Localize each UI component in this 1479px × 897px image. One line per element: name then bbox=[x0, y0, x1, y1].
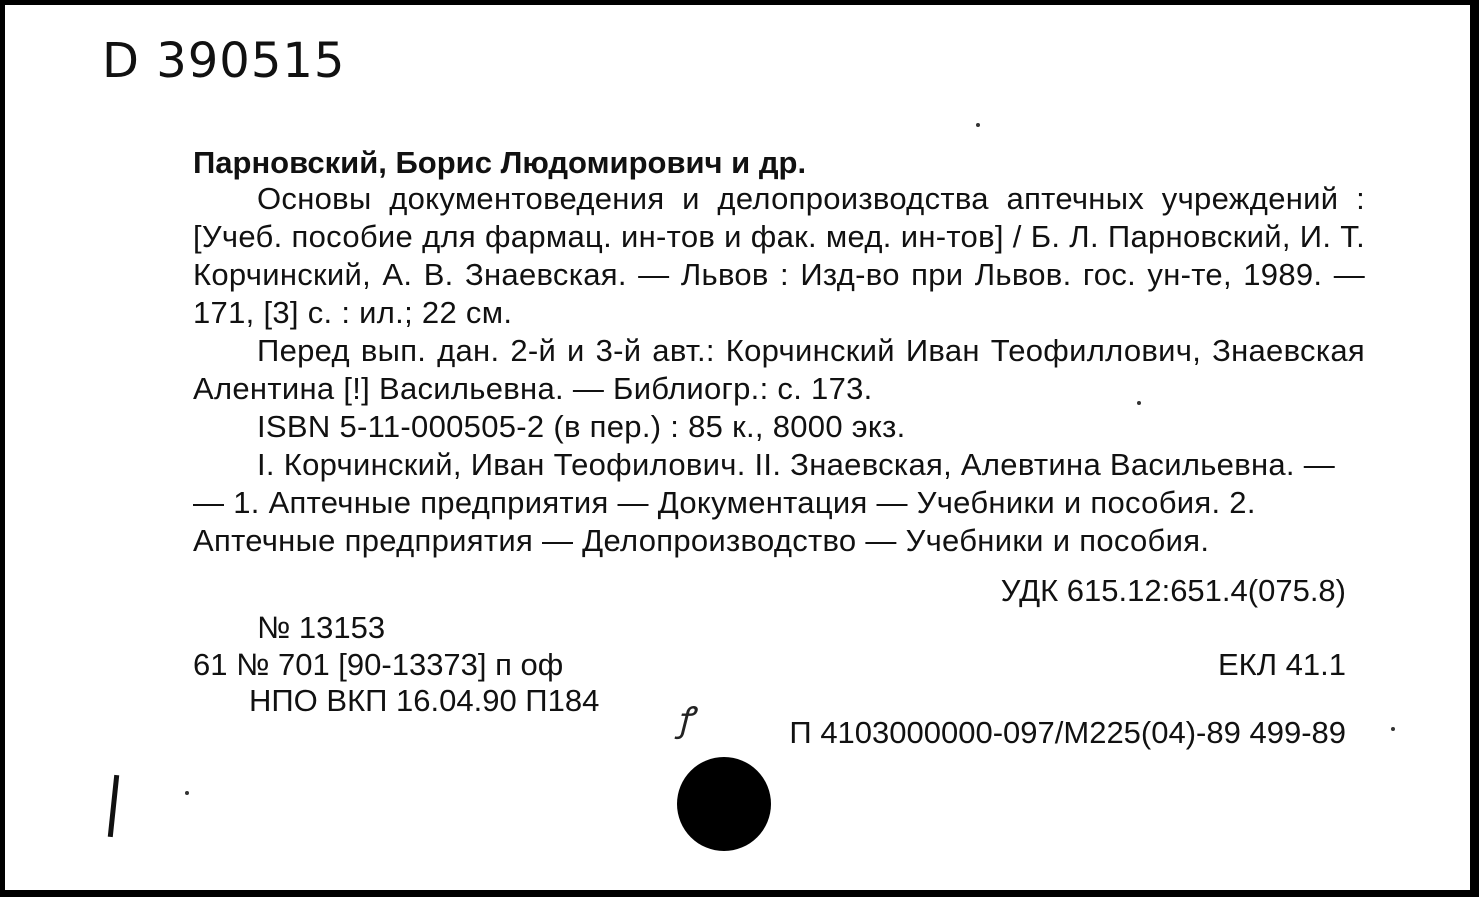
subjects-paragraph: I. Корчинский, Иван Теофилович. II. Знаевская, Алевтина Васильевна. — — 1. Аптечные предприятия — Документация — Учебники и пособия. 2. Аптечные предприятия — Делопроизводство — Учебники и пособия. bbox=[193, 447, 1336, 558]
punch-hole bbox=[677, 757, 771, 851]
speck bbox=[1391, 727, 1395, 731]
udk-code: УДК 615.12:651.4(075.8) bbox=[1000, 573, 1346, 608]
order-line: 61 № 701 [90-13373] п оф bbox=[193, 647, 564, 682]
isbn-paragraph: ISBN 5-11-000505-2 (в пер.) : 85 к., 8000 экз. bbox=[257, 409, 906, 444]
speck bbox=[1137, 401, 1141, 405]
npo-line: НПО ВКП 16.04.90 П184 bbox=[249, 683, 600, 718]
pencil-mark bbox=[108, 775, 119, 837]
author-heading: Парновский, Борис Людомирович и др. bbox=[193, 145, 807, 180]
ekl-code: ЕКЛ 41.1 bbox=[1217, 647, 1346, 682]
handwritten-mark: ꝭ bbox=[677, 700, 694, 740]
publisher-code: П 4103000000-097/М225(04)-89 499-89 bbox=[789, 715, 1346, 750]
notes-paragraph: Перед вып. дан. 2-й и 3-й авт.: Корчинский Иван Теофиллович, Знаевская Алентина [!] Васильевна. — Библиогр.: с. 173. bbox=[193, 333, 1365, 406]
speck bbox=[185, 791, 189, 795]
bibliographic-description bbox=[193, 180, 1365, 560]
call-number: D 390515 bbox=[102, 33, 346, 89]
record-number: № 13153 bbox=[257, 610, 386, 645]
speck bbox=[976, 123, 980, 127]
title-paragraph: Основы документоведения и делопроизводства аптечных учреждений : [Учеб. пособие для фармац. ин-тов и фак. мед. ин-тов] / Б. Л. Парновский, И. Т. Корчинский, А. В. Знаевская. — Львов : Изд-во при Львов. гос. ун-те, 1989. — 171, [3] с. : ил.; 22 см. bbox=[193, 181, 1365, 330]
